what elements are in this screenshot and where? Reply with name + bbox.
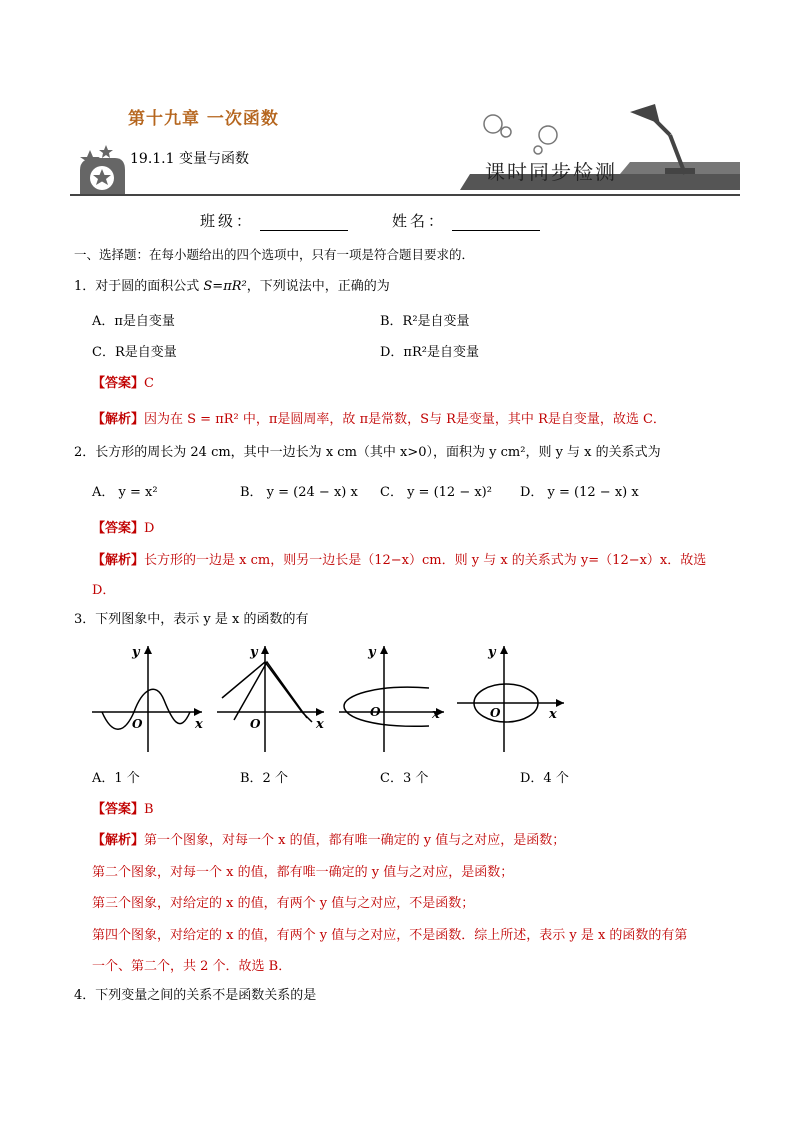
q3-graph-2 (212, 640, 332, 755)
q2-stem: 2．长方形的周长为 24 cm，其中一边长为 x cm（其中 x>0），面积为 y cm²，则 y 与 x 的关系式为 (74, 445, 661, 460)
q4-stem: 4．下列变量之间的关系不是函数关系的是 (74, 988, 317, 1003)
q1-stem: 1．对于圆的面积公式 S=πR²，下列说法中，正确的为 (74, 279, 390, 294)
class-input[interactable] (260, 216, 348, 231)
axis-y-label: y (488, 645, 496, 660)
badge-text: 课时同步检测 (485, 160, 617, 184)
q3-answer: 【答案】B (92, 802, 154, 817)
axis-y-label: y (368, 645, 376, 660)
header-banner (70, 90, 740, 200)
origin-label: O (490, 706, 501, 720)
star-icon (99, 145, 113, 158)
q3-option-b[interactable]: B．2 个 (240, 771, 288, 786)
q1-option-a[interactable]: A．π是自变量 (92, 314, 175, 329)
origin-label: O (250, 717, 261, 731)
q2-option-b[interactable]: B． y = (24 − x) x (240, 485, 358, 500)
name-label: 姓名： (392, 212, 447, 230)
q3-analysis-3: 第三个图象，对给定的 x 的值，有两个 y 值与之对应，不是函数； (92, 896, 475, 911)
q3-analysis: 【解析】第一个图象，对每一个 x 的值，都有唯一确定的 y 值与之对应，是函数； (92, 833, 566, 848)
class-field (200, 210, 348, 231)
q3-graph-4 (452, 640, 577, 755)
section-title: 19.1.1 变量与函数 (130, 151, 249, 167)
q3-option-d[interactable]: D．4 个 (520, 771, 569, 786)
axis-x-label: x (316, 717, 324, 732)
axis-x-label: x (195, 717, 203, 732)
origin-label: O (132, 717, 143, 731)
q2-answer: 【答案】D (92, 521, 155, 536)
name-input[interactable] (452, 216, 540, 231)
instructions: 一、选择题：在每小题给出的四个选项中，只有一项是符合题目要求的． (74, 247, 475, 262)
q2-option-d[interactable]: D． y = (12 − x) x (520, 485, 639, 500)
class-label: 班级： (200, 212, 255, 230)
lamp-shade (630, 104, 660, 124)
q2-analysis: 【解析】长方形的一边是 x cm，则另一边长是（12−x）cm．则 y 与 x 的关系式为 y=（12−x）x．故选 (92, 553, 707, 568)
q1-option-c[interactable]: C．R是自变量 (92, 345, 177, 360)
q1-option-d[interactable]: D．πR²是自变量 (380, 345, 479, 360)
q3-analysis-2: 第二个图象，对每一个 x 的值，都有唯一确定的 y 值与之对应，是函数； (92, 865, 514, 880)
q1-formula: S=πR² (203, 279, 247, 294)
q3-analysis-4: 第四个图象，对给定的 x 的值，有两个 y 值与之对应，不是函数．综上所述，表示 y 是 x 的函数的有第 (92, 928, 688, 943)
q1-analysis: 【解析】因为在 S = πR² 中，π是圆周率，故 π是常数，S与 R是变量，其中 R是自变量，故选 C． (92, 412, 666, 427)
q3-graph-3 (334, 640, 454, 755)
chapter-title: 第十九章 一次函数 (128, 109, 279, 129)
q2-option-a[interactable]: A． y = x² (92, 485, 158, 500)
q3-analysis-5: 一个、第二个，共 2 个．故选 B． (92, 959, 292, 974)
q3-stem: 3．下列图象中，表示 y 是 x 的函数的有 (74, 612, 309, 627)
q3-option-c[interactable]: C．3 个 (380, 771, 429, 786)
q2-analysis-cont: D． (92, 583, 116, 598)
q2-option-c[interactable]: C． y = (12 − x)² (380, 485, 492, 500)
axis-x-label: x (549, 707, 557, 722)
axis-y-label: y (132, 645, 140, 660)
name-field (392, 210, 540, 231)
q3-option-a[interactable]: A．1 个 (92, 771, 140, 786)
q1-answer: 【答案】C (92, 376, 154, 391)
axis-y-label: y (250, 645, 258, 660)
origin-label: O (370, 705, 381, 719)
axis-x-label: x (432, 707, 440, 722)
q3-graph-1 (92, 640, 212, 755)
q1-option-b[interactable]: B．R²是自变量 (380, 314, 470, 329)
